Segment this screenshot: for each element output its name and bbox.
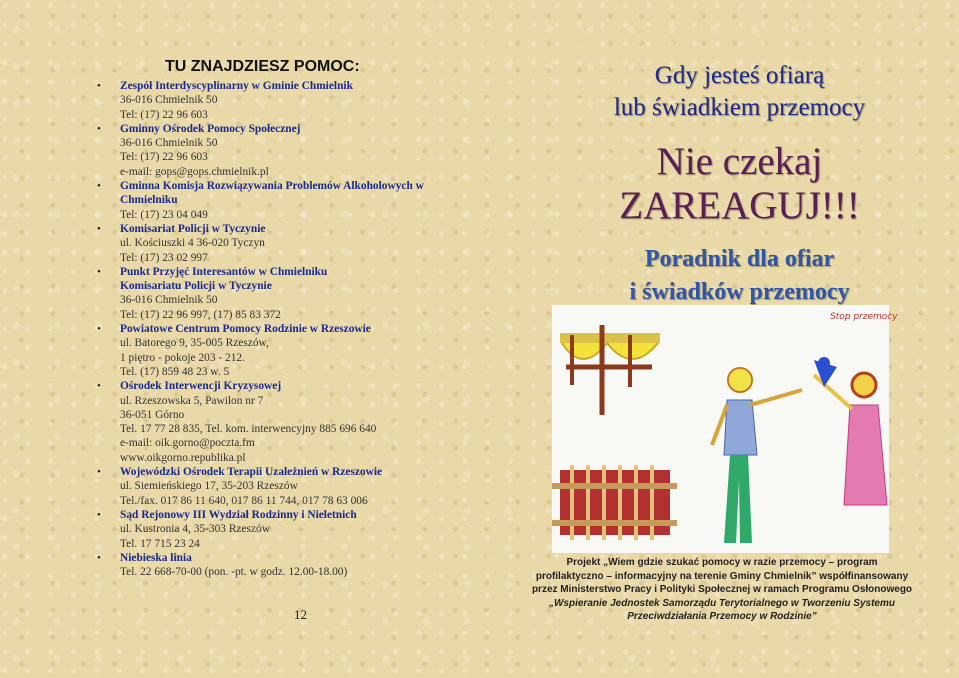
child-drawing-illustration: [552, 305, 898, 553]
bullet-icon: •: [97, 466, 101, 479]
bullet-icon: •: [97, 122, 101, 135]
organization-name: Sąd Rejonowy III Wydział Rodzinny i Nieletnich: [120, 508, 357, 521]
contact-detail: 1 piętro - pokoje 203 - 212.: [120, 351, 245, 364]
contact-detail: ul. Batorego 9, 35-005 Rzeszów,: [120, 337, 269, 350]
contact-detail: 36-016 Chmielnik 50: [120, 294, 218, 307]
contact-detail: www.oikgorno.republika.pl: [120, 451, 246, 464]
contact-detail: 36-051 Górno: [120, 408, 185, 421]
contact-detail: 36-016 Chmielnik 50: [120, 94, 218, 107]
list-item-detail: [96, 251, 476, 265]
list-item: [96, 265, 476, 279]
list-item-detail: [96, 451, 476, 465]
contact-detail: Tel./fax. 017 86 11 640, 017 86 11 744, 017 78 63 006: [120, 494, 368, 507]
organization-name: Zespół Interdyscyplinarny w Gminie Chmielnik: [120, 80, 353, 92]
list-item-detail: [96, 93, 476, 107]
list-item-detail: [96, 537, 476, 551]
list-item-detail: [96, 351, 476, 365]
bullet-icon: •: [97, 551, 101, 564]
bullet-icon: •: [97, 323, 101, 336]
list-item-detail: [96, 108, 476, 122]
footer-line-5: Przeciwdziałania Przemocy w Rodzinie”: [627, 611, 817, 623]
list-item: [96, 508, 476, 522]
list-item-detail: [96, 494, 476, 508]
bullet-icon: •: [97, 508, 101, 521]
figure-man-head: [728, 368, 752, 392]
window-top: [560, 333, 660, 343]
figure-woman-dress: [844, 405, 887, 505]
call-to-action: [520, 140, 959, 228]
list-item-detail: [96, 293, 476, 307]
organization-name: Gminna Komisja Rozwiązywania Problemów Alkoholowych w Chmielniku: [120, 180, 424, 207]
call-line-1: Nie czekaj: [656, 140, 823, 183]
list-item: [96, 179, 476, 208]
footer-line-3: przez Ministerstwo Pracy i Polityki Społecznej w ramach Programu Osłonowego: [531, 584, 913, 596]
list-item: [96, 122, 476, 136]
list-item-detail: [96, 136, 476, 150]
call-line-2: ZAREAGUJ!!!: [619, 184, 860, 227]
contact-detail: Tel: (17) 22 96 997, (17) 85 83 372: [120, 308, 281, 321]
list-item-detail: [96, 479, 476, 493]
child-drawing: [552, 305, 898, 553]
list-item-detail: [96, 208, 476, 222]
help-list: [96, 79, 476, 579]
figure-man-shirt: [724, 400, 757, 455]
footer-line-1: Projekt „Wiem gdzie szukać pomocy w razie przemocy – program: [566, 557, 878, 568]
figure-woman-head: [852, 373, 876, 397]
list-item-detail: [96, 308, 476, 322]
contact-detail: Tel: (17) 22 96 603: [120, 151, 208, 164]
page-number: 12: [294, 607, 307, 622]
contact-detail: Tel: (17) 23 02 997: [120, 251, 208, 264]
window-curtain: [562, 343, 658, 359]
contact-detail: e-mail: gops@gops.chmielnik.pl: [120, 165, 269, 178]
contact-detail: e-mail: oik.gorno@poczta.fm: [120, 437, 255, 450]
organization-name: Punkt Przyjęć Interesantów w Chmielniku: [120, 265, 328, 278]
list-item-detail: [96, 522, 476, 536]
list-item-detail: [96, 365, 476, 379]
contact-detail: 36-016 Chmielnik 50: [120, 137, 218, 150]
bullet-icon: •: [97, 265, 101, 278]
contact-detail: Komisariatu Policji w Tyczynie: [120, 280, 272, 293]
figure-man-pants: [724, 455, 752, 543]
list-item: [96, 465, 476, 479]
contact-detail: ul. Kustronia 4, 35-303 Rzeszów: [120, 523, 270, 536]
list-item: [96, 79, 476, 93]
help-heading: TU ZNAJDZIESZ POMOC:: [165, 58, 360, 75]
title: [520, 60, 959, 124]
drawing-caption: Stop przemocy: [830, 312, 898, 322]
list-item: [96, 379, 476, 393]
list-item-detail: [96, 422, 476, 436]
footer-line-4: „Wspieranie Jednostek Samorządu Terytorialnego w Tworzeniu Systemu: [548, 597, 895, 609]
contact-detail: Tel. 22 668-70-00 (pon. -pt. w godz. 12.00-18.00): [120, 566, 348, 579]
list-item: [96, 551, 476, 565]
list-item-detail: [96, 565, 476, 579]
contact-detail: Tel. (17) 859 48 23 w. 5: [120, 365, 230, 378]
organization-name: Ośrodek Interwencji Kryzysowej: [120, 380, 282, 393]
list-item-detail: [96, 336, 476, 350]
contact-detail: Tel. 17 77 28 835, Tel. kom. interwencyjny 885 696 640: [120, 423, 377, 436]
list-item-detail: [96, 150, 476, 164]
bullet-icon: •: [97, 222, 101, 235]
contact-detail: ul. Kościuszki 4 36-020 Tyczyn: [120, 237, 265, 250]
project-footer: [506, 556, 938, 624]
list-item-detail: [96, 394, 476, 408]
organization-name: Niebieska linia: [120, 551, 192, 564]
bullet-icon: •: [97, 80, 101, 92]
list-item-detail: [96, 165, 476, 179]
contact-detail: Tel: (17) 22 96 603: [120, 108, 208, 121]
list-item-detail: [96, 408, 476, 422]
title-line-1: Gdy jesteś ofiarą: [654, 62, 825, 89]
list-item-detail: [96, 279, 476, 293]
organization-name: Powiatowe Centrum Pomocy Rodzinie w Rzeszowie: [120, 323, 371, 336]
list-item-detail: [96, 236, 476, 250]
contact-detail: Tel. 17 715 23 24: [120, 537, 200, 550]
guide-title: [520, 243, 959, 309]
organization-name: Komisariat Policji w Tyczynie: [120, 222, 266, 235]
list-item: [96, 222, 476, 236]
organization-name: Gminny Ośrodek Pomocy Społecznej: [120, 122, 301, 135]
contact-detail: Tel: (17) 23 04 049: [120, 208, 208, 221]
organization-name: Wojewódzki Ośrodek Terapii Uzależnień w Rzeszowie: [120, 466, 383, 479]
contact-detail: ul. Rzeszowska 5, Pawilon nr 7: [120, 394, 264, 407]
contact-detail: ul. Siemieńskiego 17, 35-203 Rzeszów: [120, 480, 298, 493]
guide-line-2: i świadków przemocy: [629, 279, 850, 305]
list-item: [96, 322, 476, 336]
bullet-icon: •: [97, 180, 101, 193]
list-item-detail: [96, 436, 476, 450]
bullet-icon: •: [97, 380, 101, 393]
guide-line-1: Poradnik dla ofiar: [644, 246, 835, 272]
footer-line-2: profilaktyczno – informacyjny na terenie Gminy Chmielnik” współfinansowany: [535, 570, 909, 582]
title-line-2: lub świadkiem przemocy: [613, 94, 866, 121]
